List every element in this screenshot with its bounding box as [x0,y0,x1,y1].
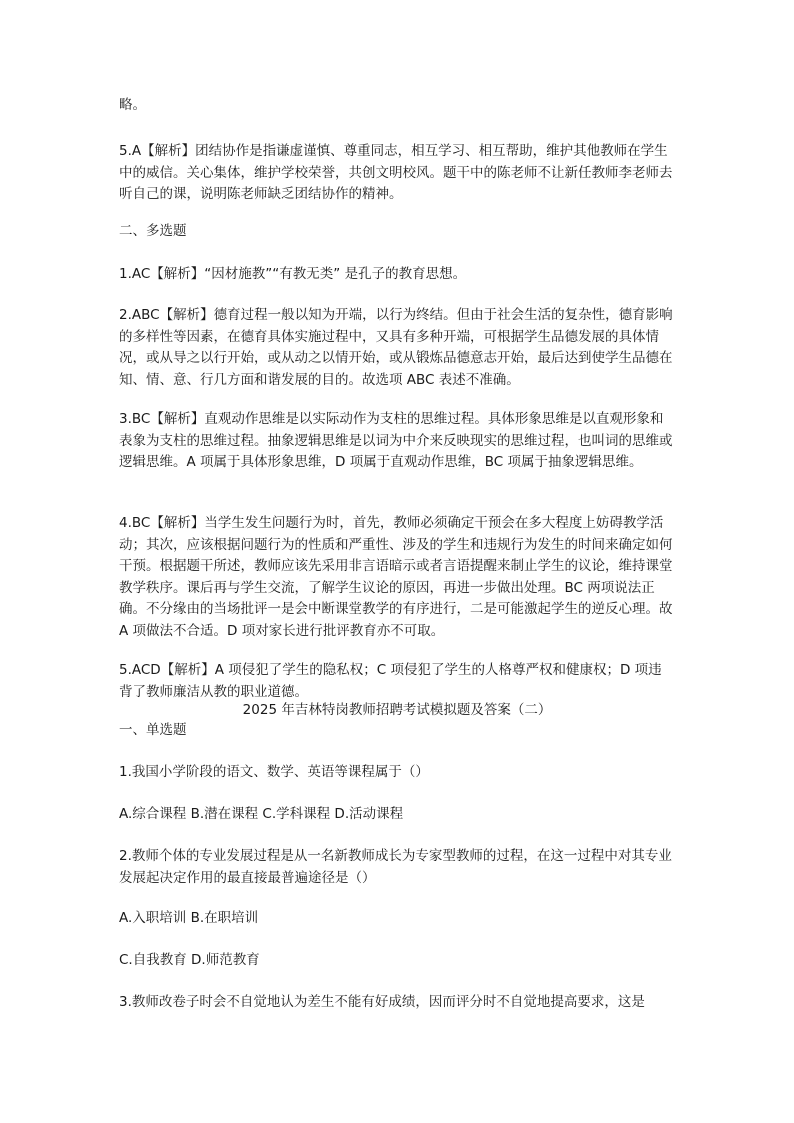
options: A.入职培训 B.在职培训 [119,910,259,926]
question: 3.教师改卷子时会不自觉地认为差生不能有好成绩，因而评分时不自觉地提高要求，这是 [119,994,645,1010]
paragraph-continuation: 略。 [119,97,146,113]
answer-explanation: 5.A【解析】团结协作是指谦虚谨慎、尊重同志，相互学习、相互帮助，维护其他教师在学生中的威信。关心集体，维护学校荣誉，共创文明校风。题干中的陈老师不让新任教师李老师去听自己的课，说明陈老师缺乏团结协作的精神。 [119,143,673,202]
answer-explanation: 3.BC【解析】直观动作思维是以实际动作为支柱的思维过程。具体形象思维是以直观形象和表象为支柱的思维过程。抽象逻辑思维是以词为中介来反映现实的思维过程，也叫词的思维或逻辑思维。A 项属于具体形象思维，D 项属于直观动作思维，BC 项属于抽象逻辑思维。 [119,411,673,470]
question: 1.我国小学阶段的语文、数学、英语等课程属于（） [119,764,429,780]
document-title: 2025 年吉林特岗教师招聘考试模拟题及答案（二） [242,702,552,718]
question: 2.教师个体的专业发展过程是从一名新教师成长为专家型教师的过程，在这一过程中对其专业发展起决定作用的最直接最普遍途径是（） [119,848,672,886]
section-heading: 一、单选题 [119,722,187,738]
answer-explanation: 5.ACD【解析】A 项侵犯了学生的隐私权；C 项侵犯了学生的人格尊严权和健康权；D 项违背了教师廉洁从教的职业道德。 [119,662,662,700]
options: A.综合课程 B.潜在课程 C.学科课程 D.活动课程 [119,806,404,822]
answer-explanation: 4.BC【解析】当学生发生问题行为时，首先，教师必须确定干预会在多大程度上妨碍教学活动；其次，应该根据问题行为的性质和严重性、涉及的学生和违规行为发生的时间来确定如何干预。根据题干所述，教师应该先采用非言语暗示或者言语提醒来制止学生的议论，维持课堂教学秩序。课后再与学生交流，了解学生议论的原因，再进一步做出处理。BC 两项说法正确。不分缘由的当场批评一是会中断课堂教学的有序进行，二是可能激起学生的逆反心理。故 A 项做法不合适。D 项对家长进行批评教育亦不可取。 [119,515,673,639]
options: C.自我教育 D.师范教育 [119,952,260,968]
answer-explanation: 1.AC【解析】“因材施教”“有教无类” 是孔子的教育思想。 [119,266,467,282]
section-heading: 二、多选题 [119,223,187,239]
answer-explanation: 2.ABC【解析】德育过程一般以知为开端，以行为终结。但由于社会生活的复杂性，德育影响的多样性等因素，在德育具体实施过程中，又具有多种开端，可根据学生品德发展的具体情况，或从导之以行开始，或从动之以情开始，或从锻炼品德意志开始，最后达到使学生品德在知、情、意、行几方面和谐发展的目的。故选项 ABC 表述不准确。 [119,307,673,388]
